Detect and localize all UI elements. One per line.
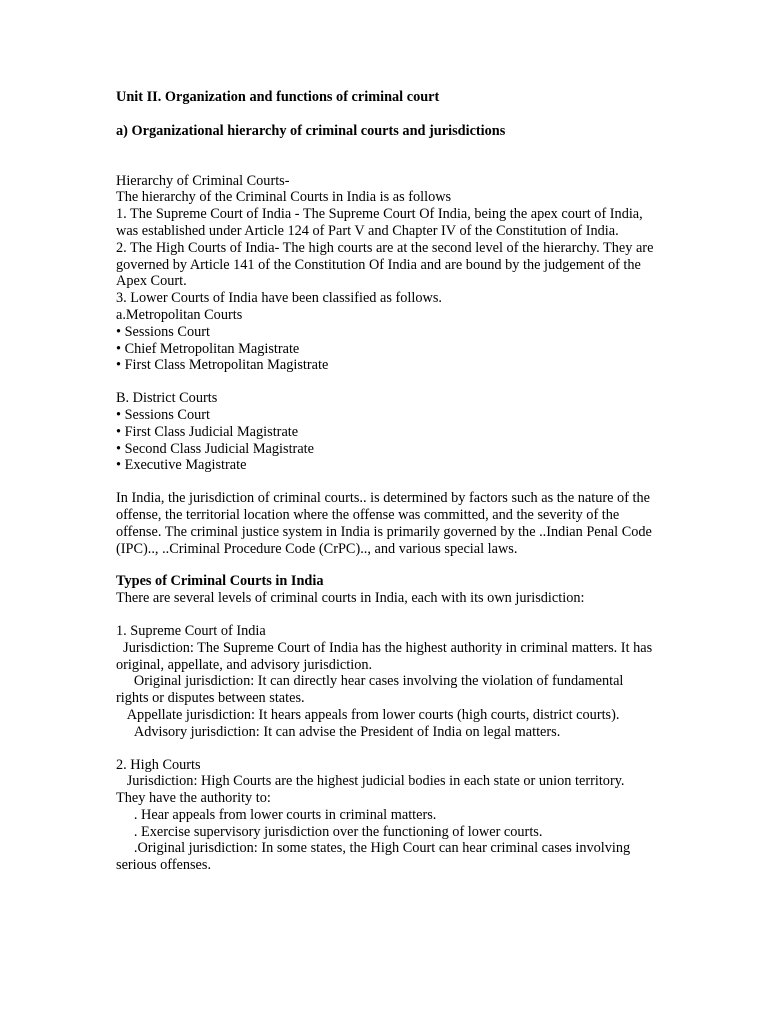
- hierarchy-item-high-courts: 2. The High Courts of India- The high courts are at the second level of the hierarchy. They are governed by Article 141 of the Constitution Of India and are bound by the judgement of the Apex Court.: [116, 239, 654, 290]
- supreme-court-appellate-jurisdiction: Appellate jurisdiction: It hears appeals from lower courts (high courts, district courts).: [116, 706, 620, 723]
- list-item: • First Class Judicial Magistrate: [116, 423, 299, 440]
- hierarchy-intro: The hierarchy of the Criminal Courts in India is as follows: [116, 189, 452, 206]
- list-item: • Chief Metropolitan Magistrate: [116, 340, 300, 357]
- list-item: • Executive Magistrate: [116, 457, 247, 474]
- supreme-court-advisory-jurisdiction: Advisory jurisdiction: It can advise the President of India on legal matters.: [116, 723, 561, 740]
- list-item: • Sessions Court: [116, 406, 210, 423]
- hierarchy-heading: Hierarchy of Criminal Courts-: [116, 172, 290, 189]
- high-courts-appeals: . Hear appeals from lower courts in criminal matters.: [116, 806, 437, 823]
- list-item: • Sessions Court: [116, 323, 210, 340]
- types-intro: There are several levels of criminal courts in India, each with its own jurisdiction:: [116, 590, 585, 607]
- hierarchy-item-supreme-court: 1. The Supreme Court of India - The Supreme Court Of India, being the apex court of India, was established under Article 124 of Part V and Chapter IV of the Constitution of India.: [116, 206, 643, 239]
- section-a-title: a) Organizational hierarchy of criminal courts and jurisdictions: [116, 122, 506, 139]
- hierarchy-item-lower-courts: 3. Lower Courts of India have been classified as follows.: [116, 290, 442, 307]
- high-courts-supervisory: . Exercise supervisory jurisdiction over the functioning of lower courts.: [116, 823, 543, 840]
- types-heading: Types of Criminal Courts in India: [116, 573, 324, 590]
- supreme-court-original-jurisdiction: Original jurisdiction: It can directly hear cases involving the violation of fundamental rights or disputes between states.: [116, 673, 627, 707]
- document-body: [116, 89, 656, 874]
- list-item: • Second Class Judicial Magistrate: [116, 440, 314, 457]
- list-item: • First Class Metropolitan Magistrate: [116, 357, 329, 374]
- supreme-court-jurisdiction: Jurisdiction: The Supreme Court of India has the highest authority in criminal matters. It has original, appellate, and advisory jurisdiction.: [116, 639, 656, 673]
- jurisdiction-paragraph: In India, the jurisdiction of criminal courts.. is determined by factors such as the nature of the offense, the territorial location where the offense was committed, and the severity of the offense. The criminal justice system in India is primarily governed by the ..Indian Penal Code (IPC).., ..Criminal Procedure Code (CrPC).., and various special laws.: [116, 490, 652, 557]
- unit-title: Unit II. Organization and functions of criminal court: [116, 89, 440, 105]
- metropolitan-courts-heading: a.Metropolitan Courts: [116, 306, 243, 323]
- high-courts-jurisdiction: Jurisdiction: High Courts are the highest judicial bodies in each state or union territory. They have the authority to:: [116, 773, 628, 807]
- district-courts-heading: B. District Courts: [116, 390, 218, 407]
- high-courts-original-jurisdiction: .Original jurisdiction: In some states, the High Court can hear criminal cases involving serious offenses.: [116, 840, 634, 874]
- supreme-court-title: 1. Supreme Court of India: [116, 622, 266, 639]
- high-courts-title: 2. High Courts: [116, 756, 201, 773]
